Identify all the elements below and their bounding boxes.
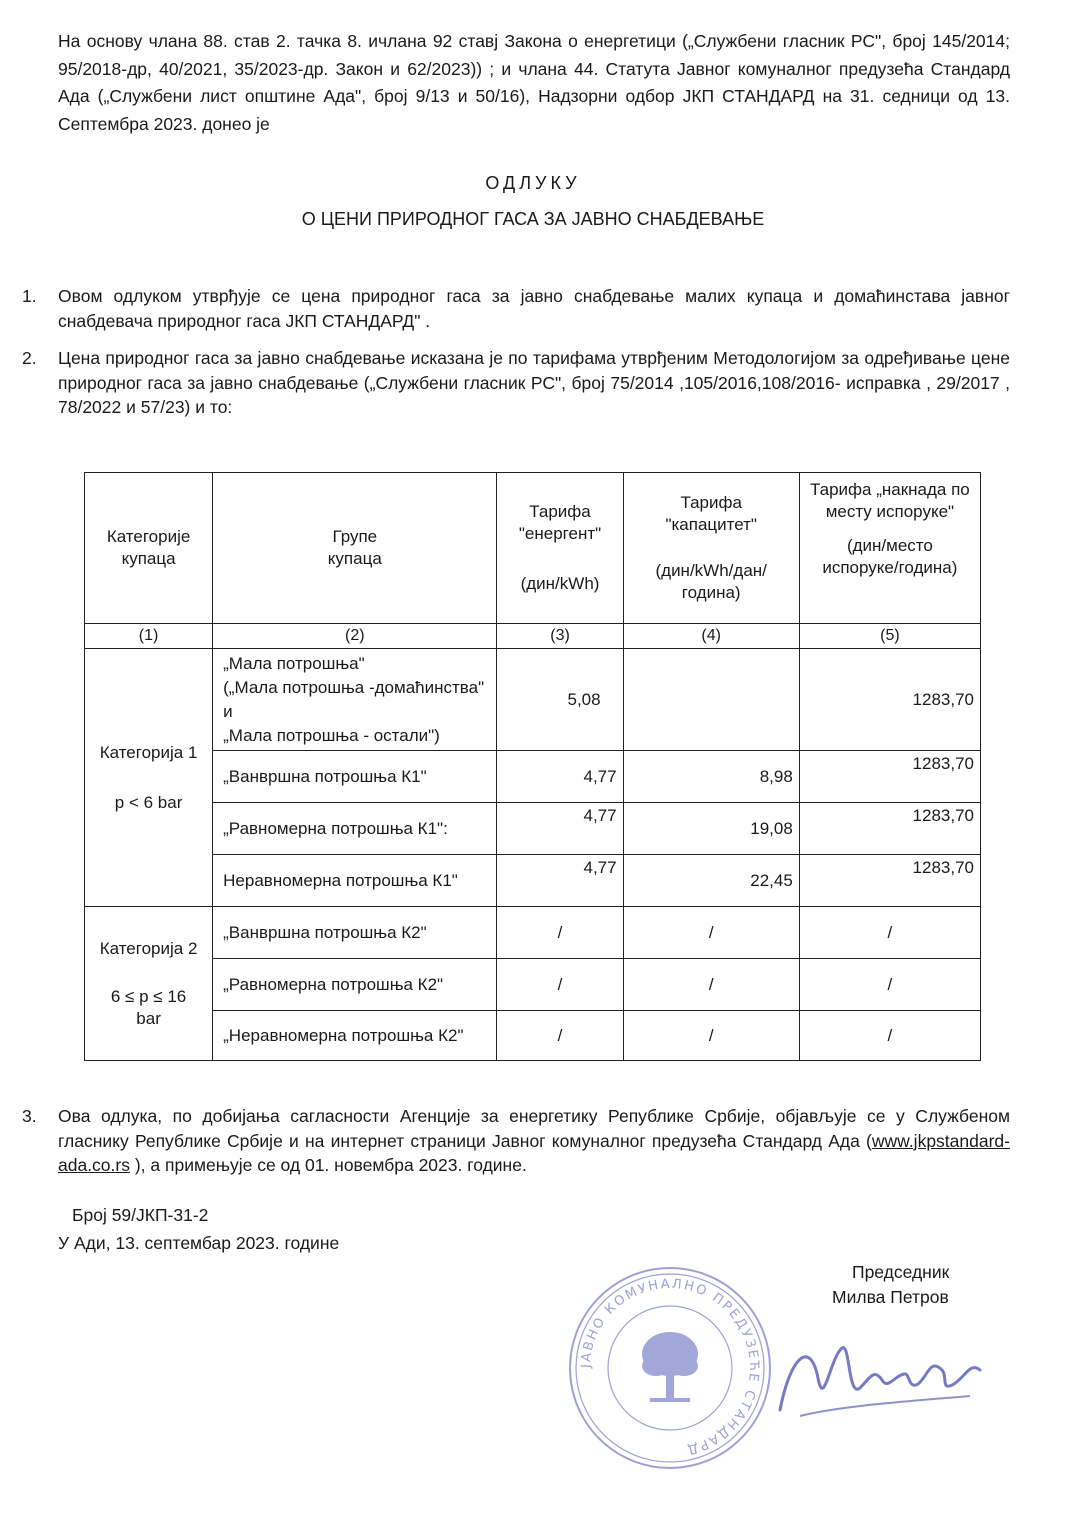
article-text-end: ), а примењује се од 01. новембра 2023. године. xyxy=(129,1155,527,1175)
column-index: (1) xyxy=(85,624,213,649)
signature xyxy=(770,1318,990,1428)
kapacitet-value: 19,08 xyxy=(623,803,799,855)
place-and-date: У Ади, 13. септембар 2023. године xyxy=(58,1233,340,1253)
table-row xyxy=(85,751,981,803)
article-text: Овом одлуком утврђује се цена природног гаса за јавно снабдевање малих купаца и домаћинстава јавног снабдевача природног гаса ЈКП СТАНДАРД" . xyxy=(58,286,1010,331)
category-pressure: p < 6 bar xyxy=(114,792,183,812)
table-row xyxy=(85,855,981,907)
naknada-value: / xyxy=(799,907,980,959)
article-text-start: Ова одлука, по добијања сагласности Агенције за енергетику Републике Србије, објављује се у Службеном гласнику Републике Србије и на интернет страници Јавног комуналног предузећа Стандард Ада ( xyxy=(58,1106,1010,1151)
article-number: 3. xyxy=(22,1106,37,1126)
document-subtitle: О ЦЕНИ ПРИРОДНОГ ГАСА ЗА ЈАВНО СНАБДЕВАЊЕ xyxy=(301,209,765,229)
article-number: 1. xyxy=(22,286,37,306)
table-header-row xyxy=(85,473,981,624)
naknada-value: / xyxy=(799,959,980,1011)
table-row xyxy=(85,959,981,1011)
article-number: 2. xyxy=(22,348,37,368)
group-cell: Неравномерна потрошња К1" xyxy=(213,855,497,907)
header-energent-unit: (дин/kWh) xyxy=(520,574,600,593)
naknada-value: 1283,70 xyxy=(799,649,980,751)
preamble: На основу члана 88. став 2. тачка 8. ичлана 92 ставј Закона о енергетици („Службени гласник РС", број 145/2014; 95/2018-др, 40/2021, 35/2023-др. Закон и 62/2023)) ; и члана 44. Статута Јавног комуналног предузећа Стандард Ада („Службени лист општине Ада", број 9/13 и 50/16), Надзорни одбор ЈКП СТАНДАРД на 31. седници од 13. Септембра 2023. донео је xyxy=(58,31,1010,134)
group-cell: „Ванвршна потрошња К2" xyxy=(213,907,497,959)
official-stamp xyxy=(564,1262,776,1474)
column-index: (2) xyxy=(213,624,497,649)
column-index-row xyxy=(85,624,981,649)
header-energent-label: Тарифа "енергент" xyxy=(518,502,602,543)
signatory-role: Председник xyxy=(852,1262,950,1282)
tree-emblem xyxy=(642,1332,698,1402)
header-naknada xyxy=(799,473,980,624)
header-energent xyxy=(497,473,623,624)
header-groups: Групе купаца xyxy=(213,473,497,624)
header-kapacitet xyxy=(623,473,799,624)
category-1-cell xyxy=(85,649,213,907)
group-cell: „Равномерна потрошња К2" xyxy=(213,959,497,1011)
table-row xyxy=(85,907,981,959)
group-cell xyxy=(213,649,497,751)
article-2 xyxy=(22,346,1010,420)
column-index: (3) xyxy=(497,624,623,649)
kapacitet-value: 22,45 xyxy=(623,855,799,907)
table-row xyxy=(85,803,981,855)
header-kapacitet-unit: (дин/kWh/дан/година) xyxy=(655,561,767,602)
article-1 xyxy=(22,284,1010,333)
group-line: и xyxy=(223,701,233,721)
group-line: „Мала потрошња - остали") xyxy=(223,725,440,745)
header-naknada-label: Тарифа „накнада по месту испоруке" xyxy=(810,480,970,521)
group-cell: „Ванвршна потрошња К1" xyxy=(213,751,497,803)
naknada-value: 1283,70 xyxy=(799,803,980,855)
naknada-value: / xyxy=(799,1011,980,1061)
category-name: Категорија 2 xyxy=(99,938,198,958)
signatory-name: Милва Петров xyxy=(832,1287,949,1307)
kapacitet-value: 8,98 xyxy=(623,751,799,803)
kapacitet-value: / xyxy=(623,959,799,1011)
document-title: ОДЛУКУ xyxy=(485,173,581,193)
group-cell: „Неравномерна потрошња К2" xyxy=(213,1011,497,1061)
document-number: Број 59/ЈКП-31-2 xyxy=(72,1205,209,1225)
energent-value: 4,77 xyxy=(497,855,623,907)
article-text xyxy=(58,1104,1010,1178)
table-row xyxy=(85,1011,981,1061)
category-2-cell xyxy=(85,907,213,1061)
naknada-value: 1283,70 xyxy=(799,751,980,803)
category-name: Категорија 1 xyxy=(99,742,198,762)
group-line: „Мала потрошња" xyxy=(223,653,365,673)
energent-value: / xyxy=(497,959,623,1011)
naknada-value: 1283,70 xyxy=(799,855,980,907)
website-link[interactable]: www.jkpstandard-ada.co.rs xyxy=(58,1130,1010,1175)
stamp-text: ЈАВНО КОМУНАЛНО ПРЕДУЗЕЋЕ СТАНДАРД xyxy=(578,1276,762,1458)
column-index: (5) xyxy=(799,624,980,649)
group-cell: „Равномерна потрошња К1": xyxy=(213,803,497,855)
header-categories: Категорије купаца xyxy=(85,473,213,624)
header-naknada-unit: (дин/место испоруке/година) xyxy=(822,536,958,577)
table-row xyxy=(85,649,981,751)
article-text: Цена природног гаса за јавно снабдевање исказана је по тарифама утврђеним Методологијом за одређивање цене природног гаса за јавно снабдевање („Службени гласник РС", број 75/2014 ,105/2016,108/2016- исправка , 29/2017 , 78/2022 и 57/23) и то: xyxy=(58,348,1010,417)
energent-value: 4,77 xyxy=(497,803,623,855)
kapacitet-value xyxy=(623,649,799,751)
column-index: (4) xyxy=(623,624,799,649)
group-line: („Мала потрошња -домаћинства" xyxy=(223,677,485,697)
kapacitet-value: / xyxy=(623,1011,799,1061)
tariff-table xyxy=(84,472,981,1061)
energent-value: 4,77 xyxy=(497,751,623,803)
energent-value: 5,08 xyxy=(497,649,623,751)
energent-value: / xyxy=(497,1011,623,1061)
kapacitet-value: / xyxy=(623,907,799,959)
category-pressure: 6 ≤ p ≤ 16 bar xyxy=(110,986,187,1028)
article-3 xyxy=(22,1104,1010,1178)
header-kapacitet-label: Тарифа "капацитет" xyxy=(665,493,757,534)
energent-value: / xyxy=(497,907,623,959)
